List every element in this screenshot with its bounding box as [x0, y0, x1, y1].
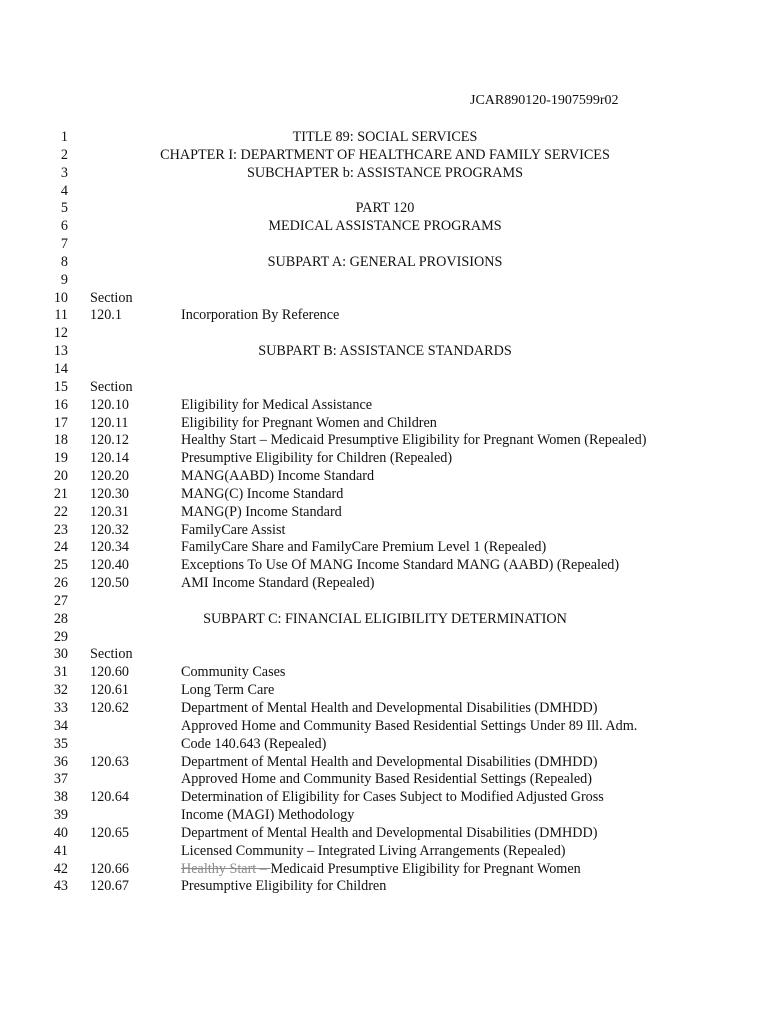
section-title: Long Term Care	[181, 682, 275, 699]
heading-text: CHAPTER I: DEPARTMENT OF HEALTHCARE AND FAMILY SERVICES	[160, 146, 610, 163]
line-number: 32	[53, 682, 68, 699]
section-number: 120.11	[90, 414, 129, 431]
section-number: 120.14	[90, 450, 130, 467]
line-number: 39	[53, 807, 68, 824]
numbered-line	[0, 236, 770, 254]
line-number: 41	[53, 842, 68, 859]
numbered-line	[0, 843, 770, 861]
section-title: Eligibility for Pregnant Women and Children	[181, 414, 437, 431]
section-number: 120.31	[90, 503, 130, 520]
numbered-line	[0, 522, 770, 540]
section-title: Income (MAGI) Methodology	[181, 807, 355, 824]
section-title: Presumptive Eligibility for Children (Repealed)	[181, 450, 453, 467]
numbered-line	[0, 718, 770, 736]
numbered-line	[0, 183, 770, 201]
section-title: Code 140.643 (Repealed)	[181, 735, 327, 752]
section-title	[181, 861, 581, 879]
numbered-line	[0, 736, 770, 754]
section-number: 120.12	[90, 432, 130, 449]
line-number: 29	[53, 628, 68, 645]
section-number: 120.61	[90, 682, 130, 699]
line-number: 1	[60, 129, 68, 145]
numbered-line	[0, 325, 770, 343]
section-title: MANG(AABD) Income Standard	[181, 468, 375, 485]
line-number: 15	[53, 378, 68, 395]
numbered-line	[0, 771, 770, 789]
line-number: 9	[60, 271, 68, 288]
section-number: 120.67	[90, 878, 130, 895]
line-number: 27	[53, 592, 68, 609]
line-number: 22	[53, 503, 68, 520]
section-title: Determination of Eligibility for Cases Subject to Modified Adjusted Gross	[181, 789, 604, 806]
section-title: AMI Income Standard (Repealed)	[181, 575, 375, 592]
section-number: 120.20	[90, 468, 130, 485]
numbered-line	[0, 361, 770, 379]
line-number: 42	[53, 860, 68, 877]
line-number: 28	[53, 610, 68, 627]
section-title: FamilyCare Share and FamilyCare Premium Level 1 (Repealed)	[181, 539, 547, 556]
section-number: 120.60	[90, 664, 130, 681]
line-number: 23	[53, 521, 68, 538]
line-number: 16	[53, 396, 68, 413]
numbered-line	[0, 807, 770, 825]
section-title: Department of Mental Health and Developmental Disabilities (DMHDD)	[181, 753, 598, 770]
line-number: 4	[60, 182, 68, 199]
section-number: 120.63	[90, 753, 130, 770]
struck-text: Healthy Start –	[181, 860, 271, 877]
section-title: Approved Home and Community Based Residential Settings Under 89 Ill. Adm.	[181, 717, 638, 734]
numbered-line	[0, 539, 770, 557]
heading-text: TITLE 89: SOCIAL SERVICES	[292, 129, 478, 145]
section-number: 120.65	[90, 824, 130, 841]
line-number: 17	[53, 414, 68, 431]
numbered-line	[0, 646, 770, 664]
section-number: Section	[90, 378, 133, 395]
line-number: 13	[53, 343, 68, 360]
numbered-lines	[0, 129, 770, 896]
section-title: Eligibility for Medical Assistance	[181, 396, 373, 413]
section-title: Approved Home and Community Based Residential Settings (Repealed)	[181, 771, 592, 788]
line-number: 10	[53, 289, 68, 306]
line-number: 26	[53, 575, 68, 592]
numbered-line	[0, 575, 770, 593]
line-number: 33	[53, 700, 68, 716]
section-title: Community Cases	[181, 664, 286, 681]
section-title: MANG(P) Income Standard	[181, 503, 342, 520]
numbered-line	[0, 754, 770, 772]
section-number: 120.64	[90, 789, 130, 806]
line-number: 43	[53, 878, 68, 895]
heading-text: PART 120	[355, 200, 415, 217]
numbered-line	[0, 878, 770, 896]
line-number: 8	[60, 253, 68, 270]
section-title: Department of Mental Health and Developmental Disabilities (DMHDD)	[181, 700, 598, 716]
document-id: JCAR890120-1907599r02	[470, 93, 619, 108]
section-title: Exceptions To Use Of MANG Income Standard MANG (AABD) (Repealed)	[181, 557, 620, 574]
numbered-line	[0, 486, 770, 504]
numbered-line	[0, 272, 770, 290]
numbered-line	[0, 825, 770, 843]
numbered-line	[0, 432, 770, 450]
section-number: 120.40	[90, 557, 130, 574]
section-title: Healthy Start – Medicaid Presumptive Eligibility for Pregnant Women (Repealed)	[181, 432, 647, 449]
line-number: 7	[60, 236, 68, 253]
line-number: 12	[53, 325, 68, 342]
heading-text: MEDICAL ASSISTANCE PROGRAMS	[268, 218, 502, 235]
line-number: 34	[53, 717, 68, 734]
line-number: 6	[60, 218, 68, 235]
section-number: 120.62	[90, 700, 130, 716]
line-number: 40	[53, 824, 68, 841]
section-number: Section	[90, 289, 133, 306]
line-number: 30	[53, 646, 68, 663]
numbered-line	[0, 861, 770, 879]
section-number: 120.50	[90, 575, 130, 592]
section-number: 120.32	[90, 521, 130, 538]
line-number: 25	[53, 557, 68, 574]
section-number: 120.34	[90, 539, 130, 556]
line-number: 36	[53, 753, 68, 770]
line-number: 14	[53, 360, 68, 377]
numbered-line	[0, 593, 770, 611]
numbered-line	[0, 700, 770, 718]
numbered-line	[0, 682, 770, 700]
line-number: 24	[53, 539, 68, 556]
numbered-line	[0, 611, 770, 629]
line-number: 11	[54, 307, 68, 324]
numbered-line	[0, 254, 770, 272]
numbered-line	[0, 397, 770, 415]
line-number: 35	[53, 735, 68, 752]
line-number: 20	[53, 468, 68, 485]
numbered-line	[0, 504, 770, 522]
section-title: Licensed Community – Integrated Living Arrangements (Repealed)	[181, 842, 566, 859]
line-number: 3	[60, 164, 68, 181]
section-title: FamilyCare Assist	[181, 521, 286, 538]
heading-text: SUBCHAPTER b: ASSISTANCE PROGRAMS	[247, 164, 523, 181]
section-number: 120.30	[90, 485, 130, 502]
line-number: 31	[53, 664, 68, 681]
line-number: 21	[53, 485, 68, 502]
numbered-line	[0, 379, 770, 397]
numbered-line	[0, 307, 770, 325]
numbered-line	[0, 468, 770, 486]
section-number: 120.1	[90, 307, 122, 324]
heading-text: SUBPART A: GENERAL PROVISIONS	[267, 253, 503, 270]
line-number: 5	[60, 200, 68, 217]
numbered-line	[0, 629, 770, 647]
numbered-line	[0, 290, 770, 308]
numbered-line	[0, 557, 770, 575]
numbered-line	[0, 664, 770, 682]
heading-text: SUBPART B: ASSISTANCE STANDARDS	[258, 343, 512, 360]
numbered-line	[0, 200, 770, 218]
line-number: 37	[53, 771, 68, 788]
line-number: 18	[53, 432, 68, 449]
section-title: MANG(C) Income Standard	[181, 485, 344, 502]
line-number: 38	[53, 789, 68, 806]
section-number: Section	[90, 646, 133, 663]
numbered-line	[0, 147, 770, 165]
line-number: 19	[53, 450, 68, 467]
section-title: Department of Mental Health and Developmental Disabilities (DMHDD)	[181, 824, 598, 841]
line-number: 2	[60, 146, 68, 163]
numbered-line	[0, 343, 770, 361]
numbered-line	[0, 129, 770, 147]
heading-text: SUBPART C: FINANCIAL ELIGIBILITY DETERMINATION	[203, 610, 567, 627]
section-title: Incorporation By Reference	[181, 307, 340, 324]
numbered-line	[0, 415, 770, 433]
section-number: 120.66	[90, 860, 130, 877]
numbered-line	[0, 165, 770, 183]
numbered-line	[0, 218, 770, 236]
section-title-text: Medicaid Presumptive Eligibility for Pregnant Women	[270, 860, 581, 877]
numbered-line	[0, 450, 770, 468]
numbered-line	[0, 789, 770, 807]
section-number: 120.10	[90, 396, 130, 413]
section-title: Presumptive Eligibility for Children	[181, 878, 387, 895]
